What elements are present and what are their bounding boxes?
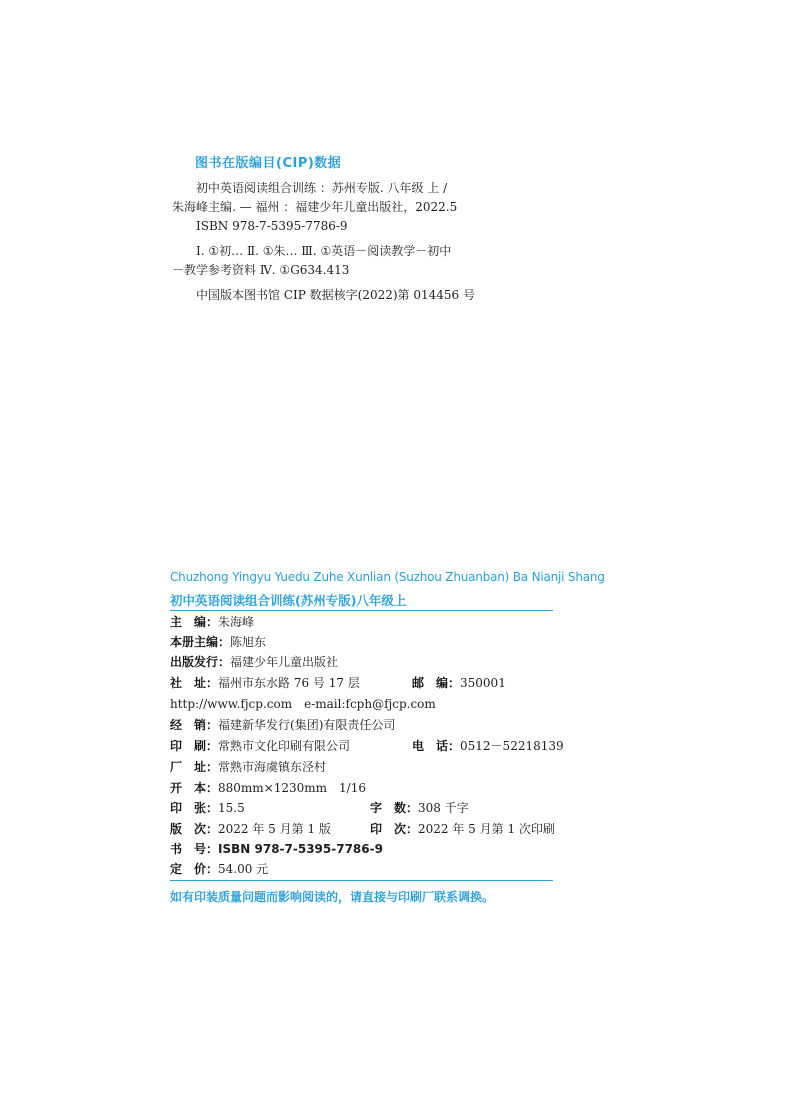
cip-isbn-line: ISBN 978-7-5395-7786-9 — [196, 219, 348, 233]
price-label: 定 价： — [170, 862, 219, 876]
factory-value: 常熟市海虞镇东泾村 — [218, 760, 327, 774]
format-row — [170, 779, 366, 797]
editor-label: 主 编： — [170, 615, 219, 629]
cip-record-number-line: 中国版本图书馆 CIP 数据核字(2022)第 014456 号 — [196, 288, 475, 302]
postcode-field — [412, 674, 506, 692]
phone-field — [412, 737, 564, 755]
publication-info — [170, 613, 570, 878]
edition-row — [170, 820, 570, 838]
postcode-label: 邮 编： — [412, 676, 461, 690]
address-value: 福州市东水路 76 号 17 层 — [218, 676, 360, 690]
publisher-label: 出版发行： — [170, 655, 231, 669]
address-label: 社 址： — [170, 676, 219, 690]
postcode-value: 350001 — [460, 676, 506, 690]
sheets-value: 15.5 — [218, 801, 245, 815]
format-value: 880mm×1230mm 1/16 — [218, 781, 366, 795]
title-divider — [170, 610, 553, 611]
edition-label: 版 次： — [170, 822, 219, 836]
bottom-divider — [170, 880, 553, 881]
word-count-field — [370, 799, 469, 817]
volume-editor-label: 本册主编： — [170, 635, 231, 649]
distributor-row — [170, 716, 395, 734]
printing-field — [370, 820, 555, 838]
cip-heading: 图书在版编目(CIP)数据 — [195, 156, 342, 171]
phone-value: 0512－52218139 — [460, 739, 564, 753]
isbn-value: ISBN 978-7-5395-7786-9 — [218, 842, 383, 856]
editor-row — [170, 613, 254, 631]
quality-notice: 如有印装质量问题而影响阅读的，请直接与印刷厂联系调换。 — [170, 890, 495, 904]
format-label: 开 本： — [170, 781, 219, 795]
printer-row — [170, 737, 570, 755]
phone-label: 电 话： — [412, 739, 461, 753]
web-email-row — [170, 695, 436, 713]
cip-classification-line: Ⅰ. ①初… Ⅱ. ①朱… Ⅲ. ①英语－阅读教学－初中 — [196, 244, 452, 258]
cip-title-line: 初中英语阅读组合训练 ：苏州专版. 八年级 上 / — [196, 181, 448, 195]
factory-label: 厂 址： — [170, 760, 219, 774]
isbn-label: 书 号： — [170, 842, 219, 856]
word-count-value: 308 千字 — [418, 801, 469, 815]
isbn-row — [170, 840, 383, 858]
distributor-label: 经 销： — [170, 718, 219, 732]
publisher-row — [170, 653, 338, 671]
cip-classification-cont-line: －教学参考资料 Ⅳ. ①G634.413 — [172, 263, 350, 277]
printer-value: 常熟市文化印刷有限公司 — [218, 739, 351, 753]
address-row — [170, 674, 570, 692]
printing-label: 印 次： — [370, 822, 419, 836]
pinyin-title: Chuzhong Yingyu Yuedu Zuhe Xunlian (Suzhou Zhuanban) Ba Nianji Shang — [170, 570, 605, 584]
word-count-label: 字 数： — [370, 801, 419, 815]
price-row — [170, 860, 268, 878]
printer-label: 印 刷： — [170, 739, 219, 753]
volume-editor-value: 陈旭东 — [230, 635, 267, 649]
factory-row — [170, 758, 326, 776]
publisher-value: 福建少年儿童出版社 — [230, 655, 339, 669]
web-email-value: http://www.fjcp.com e-mail:fcph@fjcp.com — [170, 697, 436, 711]
distributor-value: 福建新华发行(集团)有限责任公司 — [218, 718, 396, 732]
editor-value: 朱海峰 — [218, 615, 255, 629]
edition-value: 2022 年 5 月第 1 版 — [218, 822, 331, 836]
price-value: 54.00 元 — [218, 862, 269, 876]
sheets-row — [170, 799, 570, 817]
chinese-title: 初中英语阅读组合训练(苏州专版)八年级上 — [170, 593, 407, 608]
volume-editor-row — [170, 633, 266, 651]
printing-value: 2022 年 5 月第 1 次印刷 — [418, 822, 555, 836]
cip-editor-line: 朱海峰主编. — 福州 ：福建少年儿童出版社，2022.5 — [172, 200, 458, 214]
sheets-label: 印 张： — [170, 801, 219, 815]
